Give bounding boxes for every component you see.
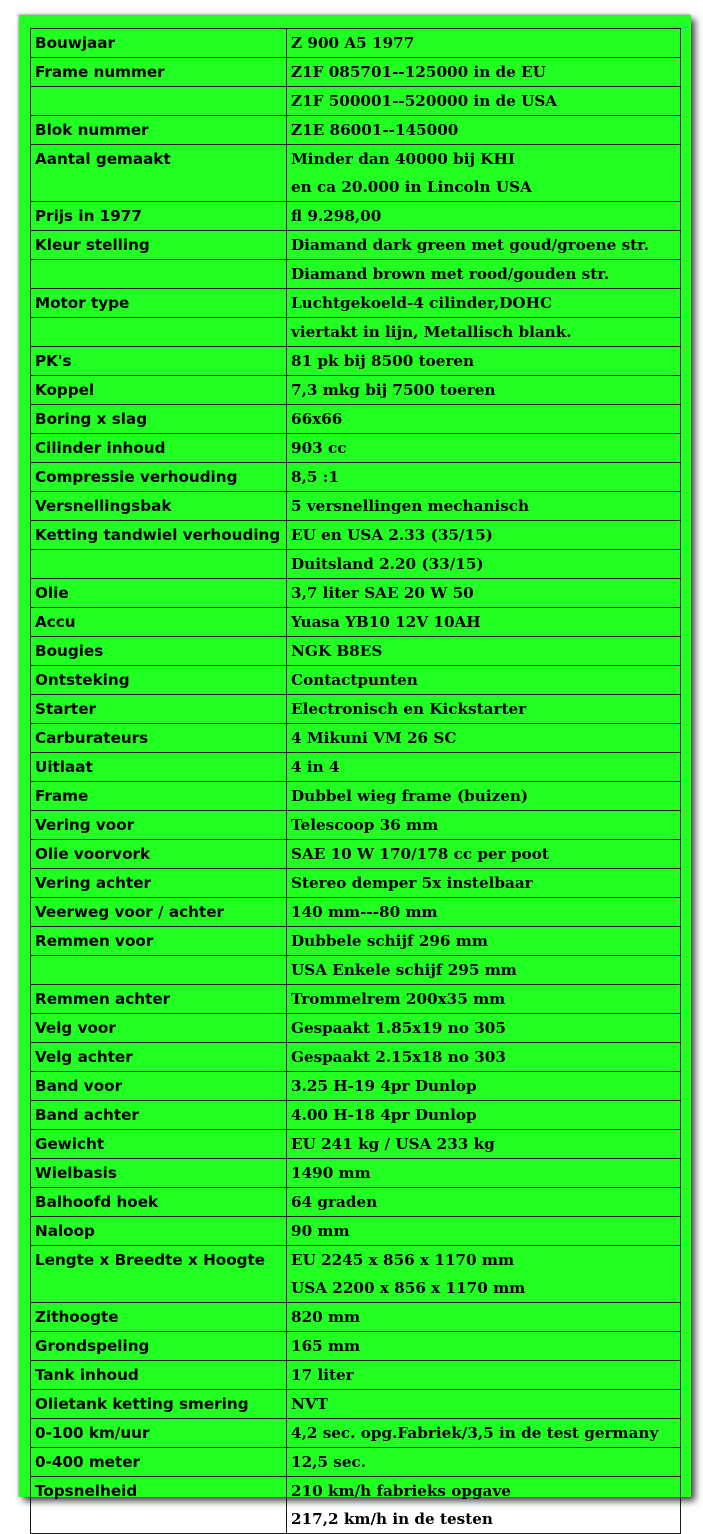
spec-table (30, 28, 681, 1534)
table-row (31, 1101, 681, 1130)
spec-label: Tank inhoud (31, 1361, 287, 1390)
spec-label: Starter (31, 695, 287, 724)
spec-label: Prijs in 1977 (31, 202, 287, 231)
spec-value (287, 492, 681, 521)
spec-label: Band voor (31, 1072, 287, 1101)
spec-value (287, 87, 681, 116)
spec-value (287, 724, 681, 753)
table-row (31, 58, 681, 87)
spec-value (287, 1188, 681, 1217)
spec-label: Olietank ketting smering (31, 1390, 287, 1419)
spec-value-line: 66x66 (291, 410, 343, 428)
spec-label: 0-100 km/uur (31, 1419, 287, 1448)
spec-value (287, 1303, 681, 1332)
spec-value (287, 405, 681, 434)
spec-label: Vering voor (31, 811, 287, 840)
spec-value (287, 347, 681, 376)
spec-value (287, 376, 681, 405)
spec-value (287, 811, 681, 840)
spec-value-line: 165 mm (291, 1337, 361, 1355)
table-row (31, 927, 681, 956)
spec-value (287, 1217, 681, 1246)
table-row (31, 376, 681, 405)
table-row (31, 550, 681, 579)
table-row (31, 579, 681, 608)
spec-label: PK's (31, 347, 287, 376)
spec-value-line: Diamand brown met rood/gouden str. (291, 265, 610, 283)
spec-label: Kleur stelling (31, 231, 287, 260)
table-row (31, 1390, 681, 1419)
table-row (31, 840, 681, 869)
table-row (31, 1043, 681, 1072)
spec-value-line: 140 mm---80 mm (291, 903, 438, 921)
table-row (31, 1303, 681, 1332)
spec-value (287, 521, 681, 550)
spec-table-body (31, 29, 681, 1534)
spec-value (287, 434, 681, 463)
spec-value-line: USA Enkele schijf 295 mm (291, 961, 517, 979)
table-row (31, 463, 681, 492)
spec-value-line: 217,2 km/h in de testen (291, 1510, 493, 1528)
spec-label: Aantal gemaakt (31, 145, 287, 202)
table-row (31, 1419, 681, 1448)
spec-value (287, 927, 681, 956)
spec-value (287, 956, 681, 985)
spec-value (287, 1043, 681, 1072)
spec-value (287, 1477, 681, 1534)
table-row (31, 202, 681, 231)
spec-value (287, 1014, 681, 1043)
spec-value-line: Minder dan 40000 bij KHI (291, 150, 515, 168)
spec-value-line: Gespaakt 2.15x18 no 303 (291, 1048, 506, 1066)
table-row (31, 608, 681, 637)
spec-label: Carburateurs (31, 724, 287, 753)
spec-value-line: EU en USA 2.33 (35/15) (291, 526, 493, 544)
spec-label: Remmen voor (31, 927, 287, 956)
spec-label: Frame nummer (31, 58, 287, 87)
spec-label: Olie (31, 579, 287, 608)
table-row (31, 637, 681, 666)
spec-label: Ketting tandwiel verhouding (31, 521, 287, 550)
spec-label: Bouwjaar (31, 29, 287, 58)
spec-value-line: Z1F 500001--520000 in de USA (291, 92, 558, 110)
spec-value (287, 840, 681, 869)
spec-label: Grondspeling (31, 1332, 287, 1361)
table-row (31, 347, 681, 376)
table-row (31, 1217, 681, 1246)
spec-value (287, 1130, 681, 1159)
spec-value-line: 7,3 mkg bij 7500 toeren (291, 381, 496, 399)
table-row (31, 695, 681, 724)
spec-value (287, 463, 681, 492)
spec-label: Bougies (31, 637, 287, 666)
spec-value-line: 81 pk bij 8500 toeren (291, 352, 475, 370)
table-row (31, 753, 681, 782)
spec-value-line: viertakt in lijn, Metallisch blank. (291, 323, 572, 341)
spec-value (287, 29, 681, 58)
spec-value-line: Contactpunten (291, 671, 418, 689)
spec-value-line: 210 km/h fabrieks opgave (291, 1482, 511, 1500)
spec-label (31, 87, 287, 116)
table-row (31, 1477, 681, 1534)
spec-value (287, 985, 681, 1014)
spec-value (287, 1361, 681, 1390)
spec-label: Olie voorvork (31, 840, 287, 869)
spec-value-line: EU 241 kg / USA 233 kg (291, 1135, 495, 1153)
table-row (31, 260, 681, 289)
spec-value-line: 17 liter (291, 1366, 354, 1384)
spec-value (287, 782, 681, 811)
table-row (31, 405, 681, 434)
table-row (31, 1159, 681, 1188)
table-row (31, 1014, 681, 1043)
table-row (31, 1448, 681, 1477)
spec-value (287, 1390, 681, 1419)
table-row (31, 724, 681, 753)
spec-value-line: Telescoop 36 mm (291, 816, 439, 834)
spec-label: Zithoogte (31, 1303, 287, 1332)
spec-label: Remmen achter (31, 985, 287, 1014)
spec-value-line: 4 in 4 (291, 758, 340, 776)
table-row (31, 811, 681, 840)
spec-value (287, 1159, 681, 1188)
spec-label: Ontsteking (31, 666, 287, 695)
spec-value-line: Trommelrem 200x35 mm (291, 990, 506, 1008)
spec-value-line: NVT (291, 1395, 328, 1413)
spec-label: Wielbasis (31, 1159, 287, 1188)
spec-label: Versnellingsbak (31, 492, 287, 521)
spec-value-line: en ca 20.000 in Lincoln USA (291, 178, 532, 196)
spec-value (287, 1448, 681, 1477)
spec-value (287, 869, 681, 898)
table-row (31, 1130, 681, 1159)
spec-value-line: EU 2245 x 856 x 1170 mm (291, 1251, 515, 1269)
spec-value (287, 579, 681, 608)
spec-value-line: Dubbele schijf 296 mm (291, 932, 488, 950)
table-row (31, 289, 681, 318)
spec-value (287, 116, 681, 145)
spec-label: Band achter (31, 1101, 287, 1130)
spec-label: Velg achter (31, 1043, 287, 1072)
spec-value-line: Diamand dark green met goud/groene str. (291, 236, 650, 254)
spec-value (287, 1246, 681, 1303)
spec-label: Vering achter (31, 869, 287, 898)
spec-value-line: 3.25 H-19 4pr Dunlop (291, 1077, 477, 1095)
spec-value (287, 231, 681, 260)
table-row (31, 1361, 681, 1390)
spec-value-line: 820 mm (291, 1308, 361, 1326)
table-row (31, 116, 681, 145)
table-row (31, 1188, 681, 1217)
spec-value-line: Z1E 86001--145000 (291, 121, 459, 139)
spec-value-line: 4.00 H-18 4pr Dunlop (291, 1106, 477, 1124)
spec-value (287, 145, 681, 202)
spec-value-line: 4,2 sec. opg.Fabriek/3,5 in de test germany (291, 1424, 659, 1442)
spec-value (287, 202, 681, 231)
spec-value (287, 898, 681, 927)
spec-value (287, 1072, 681, 1101)
spec-value-line: Duitsland 2.20 (33/15) (291, 555, 484, 573)
spec-value (287, 318, 681, 347)
table-row (31, 898, 681, 927)
table-row (31, 985, 681, 1014)
spec-value (287, 260, 681, 289)
spec-label: Gewicht (31, 1130, 287, 1159)
spec-value-line: Z1F 085701--125000 in de EU (291, 63, 546, 81)
table-row (31, 87, 681, 116)
table-row (31, 956, 681, 985)
spec-label: Naloop (31, 1217, 287, 1246)
spec-value (287, 1101, 681, 1130)
spec-label: Koppel (31, 376, 287, 405)
spec-label: Balhoofd hoek (31, 1188, 287, 1217)
spec-value-line: 903 cc (291, 439, 347, 457)
spec-value-line: 8,5 :1 (291, 468, 339, 486)
spec-label: Lengte x Breedte x Hoogte (31, 1246, 287, 1303)
spec-value-line: USA 2200 x 856 x 1170 mm (291, 1279, 526, 1297)
spec-sheet-panel (19, 15, 691, 1528)
table-row (31, 782, 681, 811)
spec-value-line: 5 versnellingen mechanisch (291, 497, 530, 515)
spec-value (287, 1332, 681, 1361)
spec-value (287, 608, 681, 637)
spec-label: Frame (31, 782, 287, 811)
spec-value (287, 1419, 681, 1448)
spec-label (31, 956, 287, 985)
spec-value-line: 64 graden (291, 1193, 378, 1211)
spec-value (287, 550, 681, 579)
table-row (31, 1332, 681, 1361)
spec-label: Cilinder inhoud (31, 434, 287, 463)
spec-value (287, 695, 681, 724)
spec-label: 0-400 meter (31, 1448, 287, 1477)
table-row (31, 318, 681, 347)
spec-value-line: Electronisch en Kickstarter (291, 700, 527, 718)
spec-label: Uitlaat (31, 753, 287, 782)
table-row (31, 231, 681, 260)
spec-label: Velg voor (31, 1014, 287, 1043)
spec-value-line: 4 Mikuni VM 26 SC (291, 729, 457, 747)
spec-value-line: 1490 mm (291, 1164, 371, 1182)
spec-label: Blok nummer (31, 116, 287, 145)
spec-value (287, 289, 681, 318)
table-row (31, 1246, 681, 1303)
spec-label: Veerweg voor / achter (31, 898, 287, 927)
spec-value-line: Z 900 A5 1977 (291, 34, 415, 52)
spec-label: Topsnelheid (31, 1477, 287, 1534)
spec-label: Accu (31, 608, 287, 637)
spec-label (31, 260, 287, 289)
spec-label: Boring x slag (31, 405, 287, 434)
spec-value-line: 3,7 liter SAE 20 W 50 (291, 584, 474, 602)
spec-value-line: 90 mm (291, 1222, 350, 1240)
spec-label (31, 318, 287, 347)
spec-value-line: Stereo demper 5x instelbaar (291, 874, 533, 892)
table-row (31, 521, 681, 550)
table-row (31, 666, 681, 695)
spec-value-line: Luchtgekoeld-4 cilinder,DOHC (291, 294, 553, 312)
table-row (31, 29, 681, 58)
table-row (31, 492, 681, 521)
spec-value-line: fl 9.298,00 (291, 207, 382, 225)
spec-label: Compressie verhouding (31, 463, 287, 492)
spec-value (287, 753, 681, 782)
spec-value-line: NGK B8ES (291, 642, 383, 660)
spec-value (287, 58, 681, 87)
table-row (31, 869, 681, 898)
spec-value-line: Gespaakt 1.85x19 no 305 (291, 1019, 506, 1037)
table-row (31, 434, 681, 463)
table-row (31, 145, 681, 202)
spec-value-line: 12,5 sec. (291, 1453, 367, 1471)
table-row (31, 1072, 681, 1101)
spec-value (287, 666, 681, 695)
spec-value (287, 637, 681, 666)
spec-label: Motor type (31, 289, 287, 318)
spec-value-line: SAE 10 W 170/178 cc per poot (291, 845, 549, 863)
spec-label (31, 550, 287, 579)
spec-value-line: Dubbel wieg frame (buizen) (291, 787, 529, 805)
spec-value-line: Yuasa YB10 12V 10AH (291, 613, 481, 631)
